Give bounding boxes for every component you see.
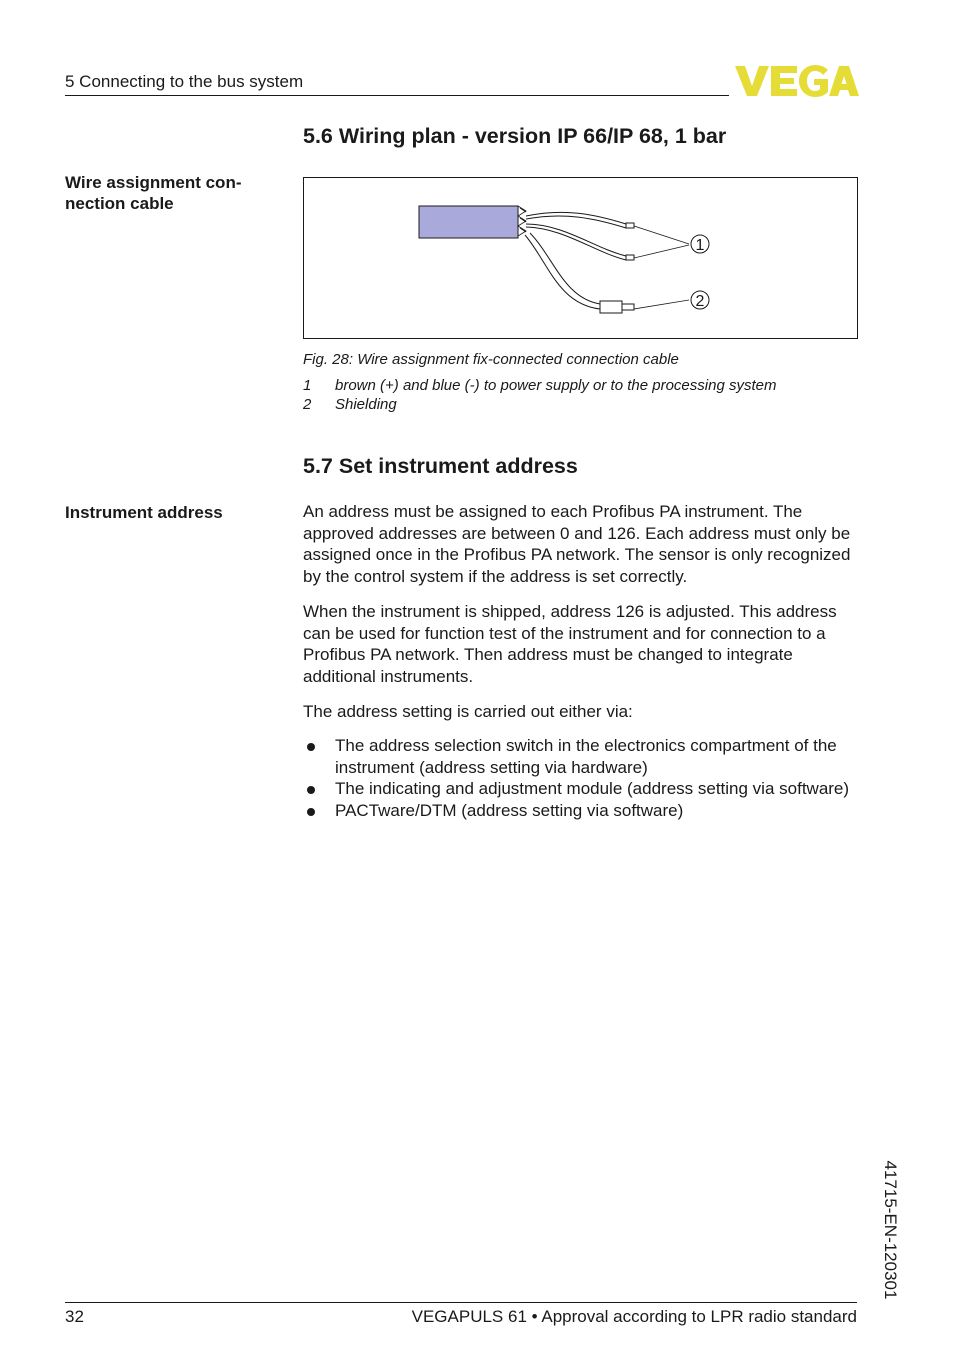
side-label-line: Wire assignment con- <box>65 173 242 192</box>
cable-braid <box>518 206 526 236</box>
paragraph-text: When the instrument is shipped, address 126 is adjusted. This address can be used for function test of the instrument and for connection to a Profibus PA network. Then address must be changed to integrate additional instruments. <box>303 602 837 687</box>
list-item-text: The address selection switch in the electronics compartment of the instrument (address setting via hardware) <box>335 736 837 777</box>
document-id: 41715-EN-120301 <box>881 1160 900 1300</box>
list-item-text: PACTware/DTM (address setting via software) <box>335 801 684 821</box>
side-label-wire-assignment <box>65 172 242 214</box>
footer-title: VEGAPULS 61 • Approval according to LPR radio standard <box>411 1307 857 1326</box>
paragraph <box>303 601 863 688</box>
side-label-instrument-address: Instrument address <box>65 503 223 522</box>
legend-number: 1 <box>303 377 312 394</box>
running-header: 5 Connecting to the bus system <box>65 72 304 91</box>
list-item-text: The indicating and adjustment module (address setting via software) <box>335 779 850 799</box>
wire-shield <box>525 233 634 313</box>
callout-1: 1 <box>695 237 705 254</box>
paragraph <box>303 501 863 588</box>
bullet-list <box>303 735 863 822</box>
legend-number: 2 <box>303 396 312 413</box>
callout-leaders <box>634 226 689 309</box>
side-label-line: nection cable <box>65 194 174 213</box>
callout-2: 2 <box>695 293 705 310</box>
cable-jacket <box>419 206 518 238</box>
list-item <box>303 800 863 822</box>
bullet-icon <box>307 786 315 794</box>
page-number: 32 <box>65 1307 84 1326</box>
list-item <box>303 778 863 800</box>
header-rule <box>65 95 729 96</box>
legend-text: brown (+) and blue (-) to power supply or to the processing system <box>335 377 777 394</box>
section-heading-5-7: 5.7 Set instrument address <box>303 454 578 478</box>
section-heading-5-6: 5.6 Wiring plan - version IP 66/IP 68, 1 bar <box>303 124 727 148</box>
footer-rule <box>65 1302 857 1303</box>
list-item <box>303 735 863 778</box>
paragraph-text: An address must be assigned to each Profibus PA instrument. The approved addresses are between 0 and 126. Each address must only be assigned once in the Profibus PA network. The sensor is only recognized by the control system if the address is set correctly. <box>303 502 851 587</box>
paragraph-text: The address setting is carried out either via: <box>303 702 633 721</box>
legend-text: Shielding <box>335 396 397 413</box>
paragraph <box>303 701 863 723</box>
figure-caption: Fig. 28: Wire assignment fix-connected connection cable <box>303 351 679 368</box>
vega-logo <box>735 64 859 98</box>
wiring-diagram <box>304 178 857 338</box>
wiring-figure <box>303 177 858 339</box>
wire-blue <box>526 224 634 260</box>
bullet-icon <box>307 808 315 816</box>
bullet-icon <box>307 743 315 751</box>
